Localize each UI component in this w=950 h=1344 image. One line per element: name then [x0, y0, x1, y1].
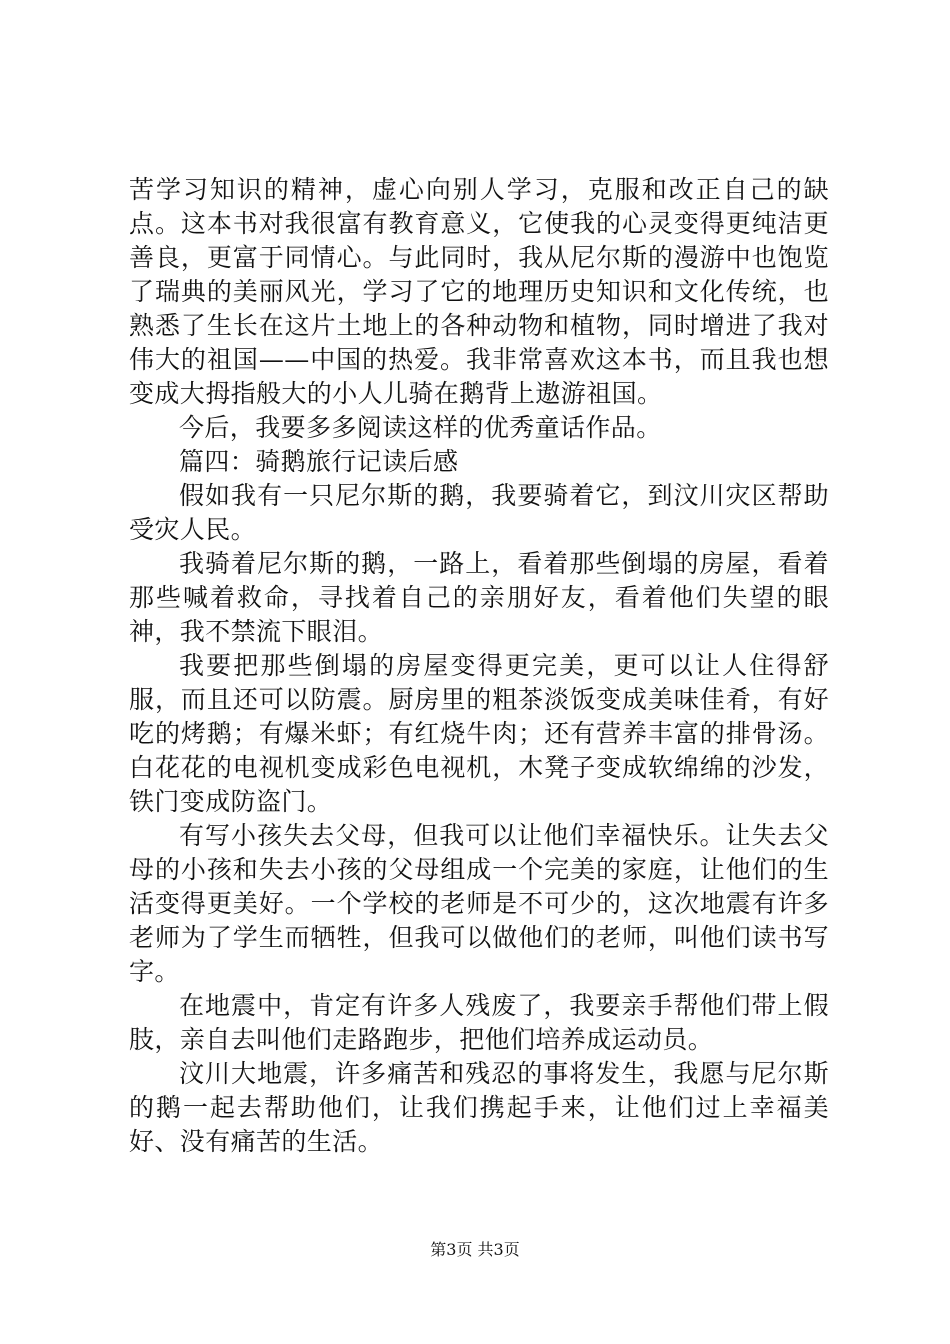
- paragraph: 汶川大地震，许多痛苦和残忍的事将发生，我愿与尼尔斯的鹅一起去帮助他们，让我们携起手来，让他们过上幸福美好、没有痛苦的生活。: [129, 1059, 829, 1156]
- paragraph-continuation: 苦学习知识的精神，虚心向别人学习，克服和改正自己的缺点。这本书对我很富有教育意义，它使我的心灵变得更纯洁更善良，更富于同情心。与此同时，我从尼尔斯的漫游中也饱览了瑞典的美丽风光，学习了它的地理历史知识和文化传统，也熟悉了生长在这片土地上的各种动物和植物，同时增进了我对伟大的祖国——中国的热爱。我非常喜欢这本书，而且我也想变成大拇指般大的小人儿骑在鹅背上遨游祖国。: [129, 175, 829, 408]
- paragraph: 今后，我要多多阅读这样的优秀童话作品。: [179, 413, 662, 442]
- section-heading: 篇四：骑鹅旅行记读后感: [179, 447, 459, 476]
- paragraph: 我骑着尼尔斯的鹅，一路上，看着那些倒塌的房屋，看着那些喊着救命，寻找着自己的亲朋好友，看着他们失望的眼神，我不禁流下眼泪。: [129, 549, 829, 646]
- paragraph: 我要把那些倒塌的房屋变得更完美，更可以让人住得舒服，而且还可以防震。厨房里的粗茶淡饭变成美味佳肴，有好吃的烤鹅；有爆米虾；有红烧牛肉；还有营养丰富的排骨汤。白花花的电视机变成彩色电视机，木凳子变成软绵绵的沙发，铁门变成防盗门。: [129, 651, 829, 816]
- document-body: [129, 173, 829, 1159]
- paragraph: 有写小孩失去父母，但我可以让他们幸福快乐。让失去父母的小孩和失去小孩的父母组成一个完美的家庭，让他们的生活变得更美好。一个学校的老师是不可少的，这次地震有许多老师为了学生而牺牲，但我可以做他们的老师，叫他们读书写字。: [129, 821, 829, 986]
- paragraph: 在地震中，肯定有许多人残废了，我要亲手帮他们带上假肢，亲自去叫他们走路跑步，把他们培养成运动员。: [129, 991, 829, 1054]
- paragraph: 假如我有一只尼尔斯的鹅，我要骑着它，到汶川灾区帮助受灾人民。: [129, 481, 829, 544]
- page-number-footer: 第3页 共3页: [430, 1240, 520, 1259]
